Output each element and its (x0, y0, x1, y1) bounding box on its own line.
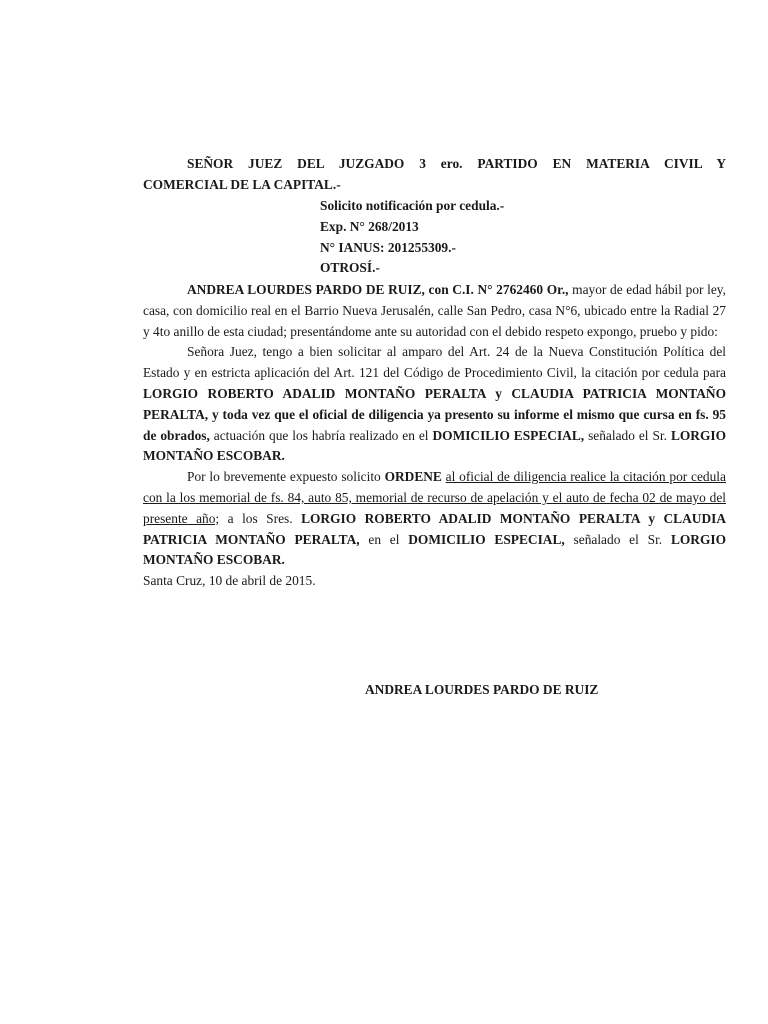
court-header-line1: SEÑOR JUEZ DEL JUZGADO 3 ero. PARTIDO EN MATERIA CIVIL Y (187, 156, 726, 171)
request-bold-1: LORGIO ROBERTO ADALID MONTAÑO PERALTA y CLAUDIA PATRICIA MONTAÑO PERALTA, y toda vez que el oficial de diligencia ya presento su informe el mismo que cursa en fs. 95 de obrados, (143, 385, 726, 443)
request-text-1: Señora Juez, tengo a bien solicitar al amparo del Art. 24 de la Nueva Constitución Política del Estado y en estricta aplicación del Art. 121 del Código de Procedimiento Civil, la citación por cedula para (143, 344, 726, 381)
body-text (143, 280, 726, 592)
order-text-3: a los Sres. (219, 510, 302, 526)
paragraph-request (143, 342, 726, 467)
ref-expediente: Exp. N° 268/2013 (320, 218, 419, 234)
order-bold-1: ORDENE (384, 469, 442, 485)
applicant-bold: ANDREA LOURDES PARDO DE RUIZ, con C.I. N° 2762460 Or., (187, 282, 569, 297)
reference-block (320, 196, 504, 279)
request-text-2: actuación que los habría realizado en el (209, 427, 433, 443)
intro-text: mayor de edad hábil por ley, casa, con domicilio real en el Barrio Nueva Jerusalén, calle San Pedro, casa N°6, ubicado entre la Radial 27 y 4to anillo de esta ciudad; presentándome ante su autoridad con el debido respeto expongo, pruebo y pido: (143, 282, 726, 339)
court-header (143, 154, 726, 196)
order-bold-3: DOMICILIO ESPECIAL, (408, 531, 565, 547)
order-text-5: señalado el Sr. (564, 531, 671, 547)
date-line: Santa Cruz, 10 de abril de 2015. (143, 573, 316, 589)
paragraph-intro (143, 280, 726, 342)
ref-notification: Solicito notificación por cedula.- (320, 198, 505, 213)
request-bold-3: LORGIO MONTAÑO ESCOBAR. (143, 427, 726, 464)
ref-ianus: N° IANUS: 201255309.- (320, 239, 456, 255)
request-bold-2: DOMICILIO ESPECIAL, (432, 427, 585, 443)
order-bold-4: LORGIO MONTAÑO ESCOBAR. (143, 531, 726, 568)
order-text-1: Por lo brevemente expuesto solicito (187, 469, 385, 485)
order-bold-2: LORGIO ROBERTO ADALID MONTAÑO PERALTA y CLAUDIA PATRICIA MONTAÑO PERALTA, (143, 510, 726, 547)
order-underlined: al oficial de diligencia realice la citación por cedula con la los memorial de fs. 84, auto 85, memorial de recurso de apelación y el auto de fecha 02 de mayo del presente año; (143, 469, 726, 526)
request-text-3: señalado el Sr. (584, 427, 671, 443)
court-header-line2: COMERCIAL DE LA CAPITAL.- (143, 176, 341, 192)
signature-name: ANDREA LOURDES PARDO DE RUIZ (365, 682, 599, 697)
paragraph-order (143, 467, 726, 571)
order-text-4: en el (359, 531, 409, 547)
ref-otrosi: OTROSÍ.- (320, 260, 380, 276)
